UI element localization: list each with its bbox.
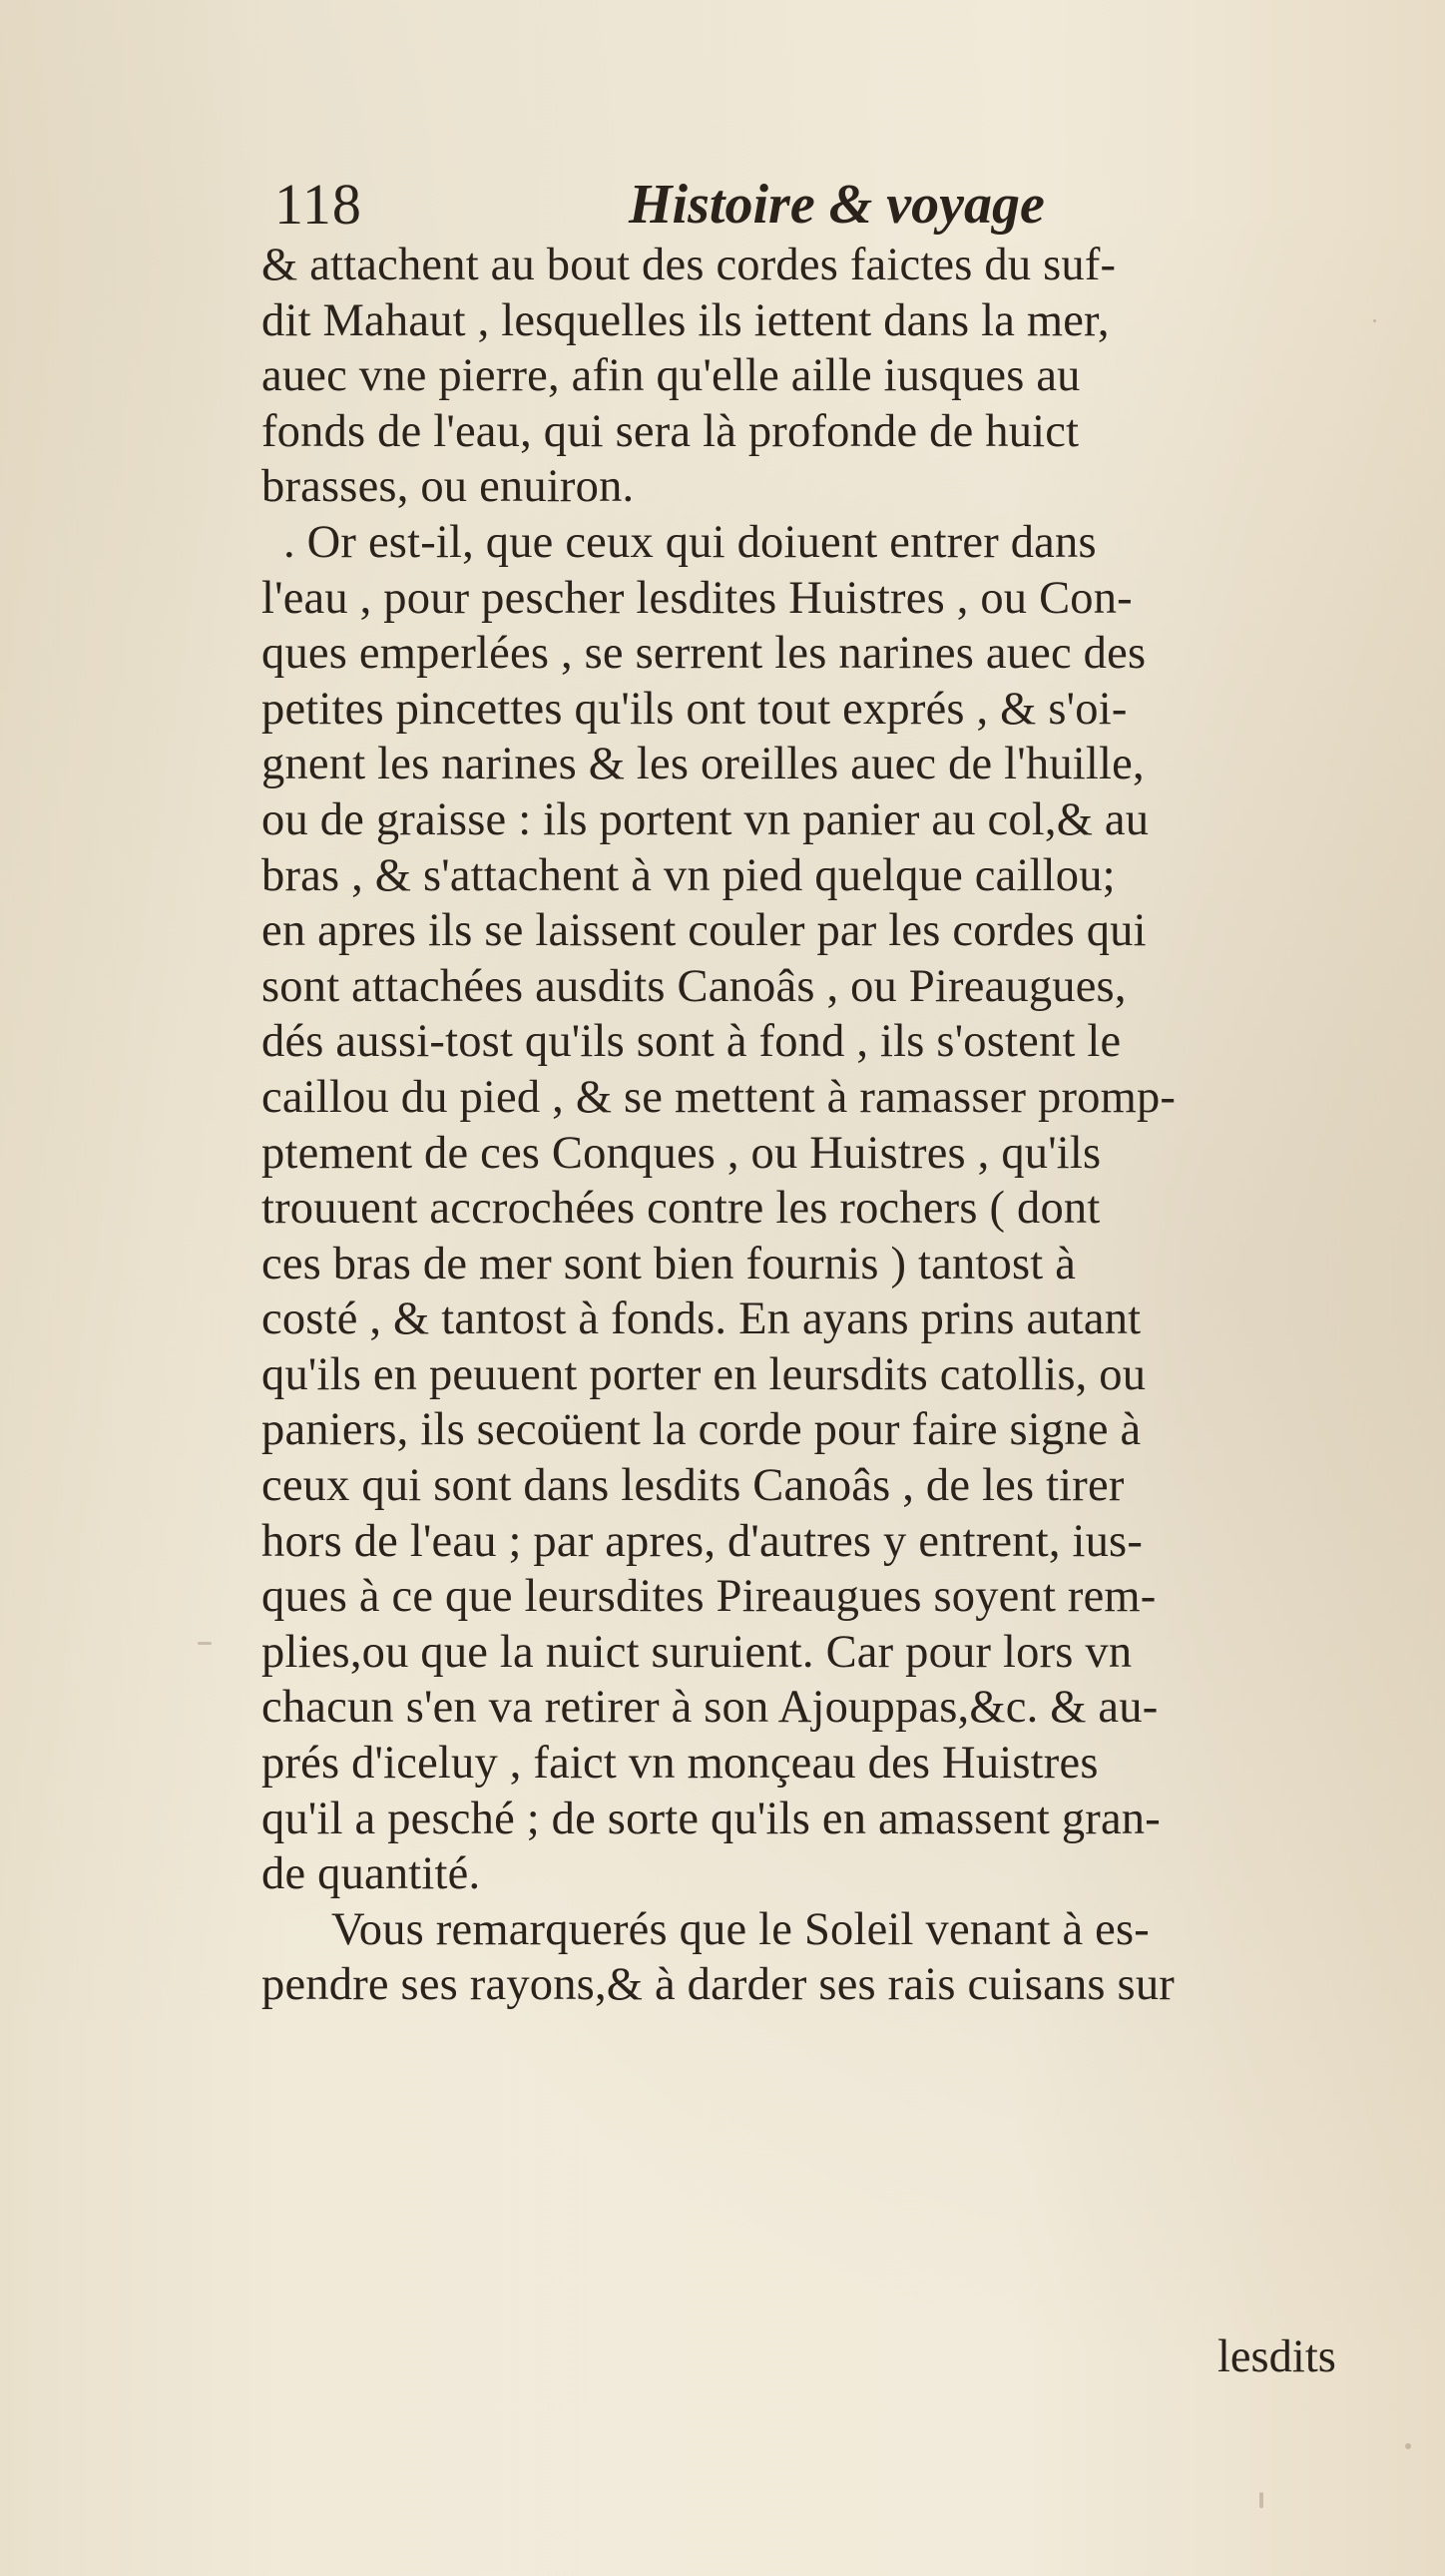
text-line: dit Mahaut , lesquelles ils iettent dans la mer, <box>261 294 1110 346</box>
paper-speck <box>198 1642 212 1645</box>
text-line: ou de graisse : ils portent vn panier au col,& au <box>261 793 1150 845</box>
text-line: ques à ce que leursdites Pireaugues soyent rem- <box>261 1571 1157 1623</box>
paper-speck <box>1259 2492 1263 2508</box>
text-line: hors de l'eau ; par apres, d'autres y entrent, ius- <box>261 1515 1144 1567</box>
text-line: caillou du pied , & se mettent à ramasser promp- <box>261 1071 1177 1123</box>
text-line: auec vne pierre, afin qu'elle aille iusques au <box>261 350 1081 402</box>
catchword: lesdits <box>1217 2331 1336 2382</box>
page-number: 118 <box>274 172 362 237</box>
paper-speck <box>1405 2443 1411 2449</box>
text-line: petites pincettes qu'ils ont tout exprés , & s'oi- <box>261 683 1128 735</box>
text-line: prés d'iceluy , faict vn monçeau des Huistres <box>261 1738 1099 1790</box>
page-header <box>274 170 1093 240</box>
text-line: paniers, ils secoüent la corde pour faire signe à <box>261 1404 1142 1456</box>
text-line: . Or est-il, que ceux qui doiuent entrer dans <box>283 516 1097 568</box>
text-line: bras , & s'attachent à vn pied quelque caillou; <box>261 849 1116 901</box>
text-line: plies,ou que la nuict suruient. Car pour lors vn <box>261 1626 1133 1678</box>
text-line: Vous remarquerés que le Soleil venant à es- <box>331 1903 1150 1955</box>
text-line: & attachent au bout des cordes faictes du suf- <box>261 240 1117 290</box>
text-line: ques emperlées , se serrent les narines auec des <box>261 628 1147 680</box>
text-line: fonds de l'eau, qui sera là profonde de huict <box>261 405 1080 457</box>
text-line: brasses, ou enuiron. <box>261 461 635 513</box>
text-line: en apres ils se laissent couler par les cordes qui <box>261 905 1147 957</box>
text-line: dés aussi-tost qu'ils sont à fond , ils s'ostent le <box>261 1016 1122 1068</box>
text-line: gnent les narines & les oreilles auec de l'huille, <box>261 739 1145 790</box>
text-line: ces bras de mer sont bien fournis ) tantost à <box>261 1238 1077 1289</box>
text-line: sont attachées ausdits Canoâs , ou Pireaugues, <box>261 960 1127 1012</box>
body-text <box>261 238 1409 2013</box>
text-line: ceux qui sont dans lesdits Canoâs , de les tirer <box>261 1460 1125 1512</box>
text-line: de quantité. <box>261 1848 481 1900</box>
text-line: ptement de ces Conques , ou Huistres , qu'ils <box>261 1127 1102 1179</box>
text-line: qu'il a pesché ; de sorte qu'ils en amassent gran- <box>261 1793 1161 1844</box>
paper-speck <box>1373 319 1376 322</box>
running-title: Histoire & voyage <box>629 174 1045 236</box>
text-line: costé , & tantost à fonds. En ayans prins autant <box>261 1293 1142 1345</box>
text-line: l'eau , pour pescher lesdites Huistres , ou Con- <box>261 572 1133 624</box>
text-line: qu'ils en peuuent porter en leursdits catollis, ou <box>261 1348 1147 1400</box>
text-line: pendre ses rayons,& à darder ses rais cuisans sur <box>261 1959 1175 2011</box>
text-line: chacun s'en va retirer à son Ajouppas,&c. & au- <box>261 1682 1159 1734</box>
text-line: trouuent accrochées contre les rochers ( dont <box>261 1183 1101 1235</box>
